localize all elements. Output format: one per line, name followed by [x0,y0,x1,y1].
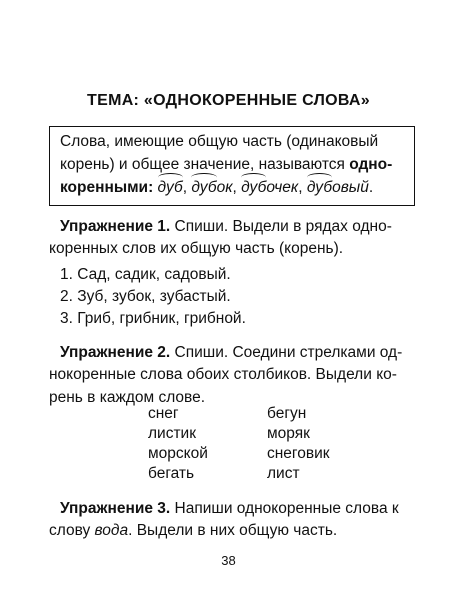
exercise-1-item: 2. Зуб, зубок, зубастый. [60,288,231,305]
exercise-1-line-1 [60,218,392,236]
example-word-1 [158,179,183,196]
example-word-4 [307,179,369,196]
separator: , [182,179,192,196]
root-arc-mark [191,173,216,182]
column-1-word: снег [148,405,179,422]
column-1-word: листик [148,425,196,442]
root-arc-mark [307,173,332,182]
column-2-word: лист [267,465,300,482]
exercise-2-text: Спиши. Соедини стрелками од- [170,344,403,361]
example-root [241,179,266,196]
example-word-3 [241,179,298,196]
example-root [191,179,216,196]
root-arc-mark [241,173,266,182]
rule-line-2 [60,156,392,174]
exercise-3-line-2 [49,522,337,540]
word-ending: очек [266,179,299,196]
rule-term-part2: коренными: [60,179,154,196]
rule-line-2-text: корень) и общее значение, называются [60,156,345,173]
exercise-1-item: 3. Гриб, грибник, грибной. [60,310,246,327]
separator: , [232,179,242,196]
rule-line-3 [60,179,373,197]
page-number: 38 [221,553,236,568]
exercise-3-text: слову [49,522,95,539]
root-arc-mark [158,173,183,182]
word-ending: овый [332,179,369,196]
exercise-3-text: . Выдели в них общую часть. [128,522,338,539]
root-text: дуб [241,179,267,196]
exercise-3-label: Упражнение 3. [60,500,171,517]
root-text: дуб [157,179,183,196]
exercise-2-label: Упражнение 2. [60,344,171,361]
column-2-word: бегун [267,405,307,422]
exercise-2-line-3: рень в каждом слове. [49,389,206,406]
root-text: дуб [306,179,333,196]
column-2-word: снеговик [267,445,330,462]
rule-line-1: Слова, имеющие общую часть (одинаковый [60,133,379,150]
exercise-1-line-2: коренных слов их общую часть (корень). [49,240,344,257]
exercise-3-line-1 [60,500,399,518]
column-1-word: морской [148,445,208,462]
column-2-word: моряк [267,425,310,442]
separator: , [298,179,307,196]
root-text: дуб [191,179,217,196]
word-ending: ок [216,179,233,196]
exercise-1-label: Упражнение 1. [60,218,171,235]
example-word-2 [191,179,232,196]
rule-term-part1: одно- [349,156,393,173]
exercise-1-text: Спиши. Выдели в рядах одно- [170,218,392,235]
exercise-1-item: 1. Сад, садик, садовый. [60,266,231,283]
exercise-3-keyword: вода [94,522,129,539]
exercise-2-line-2: нокоренные слова обоих столбиков. Выдели ко- [49,366,397,383]
example-root [158,179,183,196]
page-title: ТЕМА: «ОДНОКОРЕННЫЕ СЛОВА» [87,92,370,109]
column-1-word: бегать [148,465,195,482]
period: . [368,179,374,196]
example-root [307,179,332,196]
exercise-3-text: Напиши однокоренные слова к [170,500,399,517]
exercise-2-line-1 [60,344,402,362]
